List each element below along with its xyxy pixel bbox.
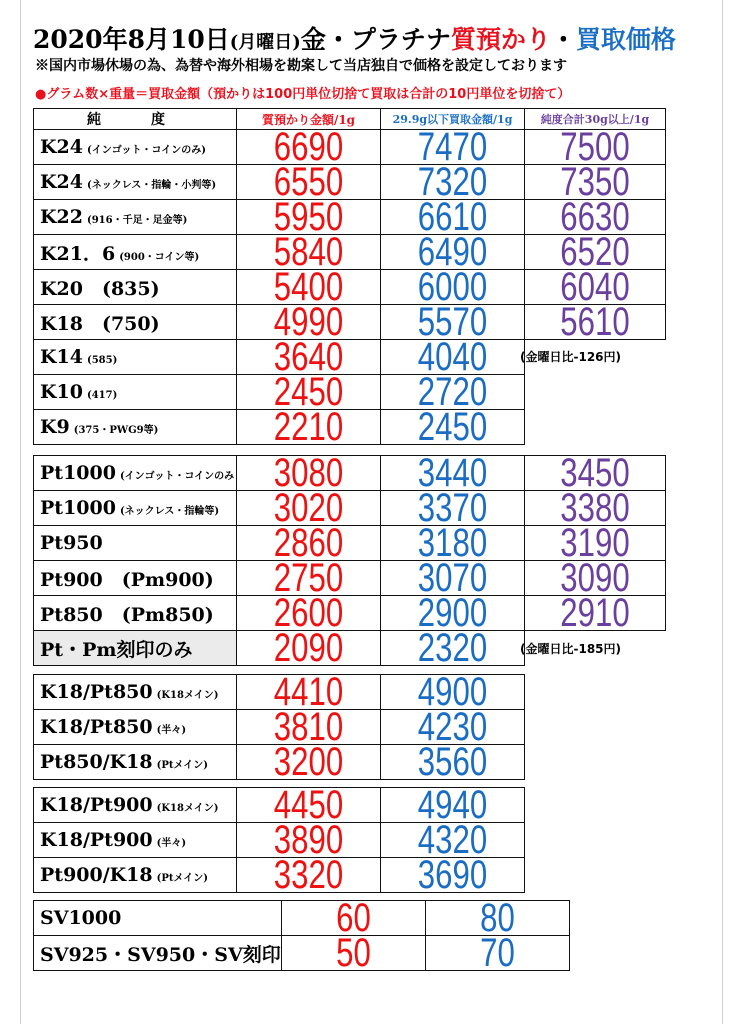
large-buy-price: 5610 xyxy=(560,304,630,340)
small-buy-price: 3560 xyxy=(417,744,488,780)
large-buy-price-cell xyxy=(525,165,666,200)
gold-change-note: (金曜日比-126円) xyxy=(520,350,621,364)
purity-note: (K18メイン) xyxy=(156,803,219,814)
purity-cell xyxy=(34,200,237,235)
purity-name: K9 xyxy=(40,416,70,438)
price-row xyxy=(34,165,666,200)
purity-note: (半々) xyxy=(156,725,187,736)
page-title xyxy=(33,20,676,56)
pawn-price: 6690 xyxy=(273,129,344,165)
price-row xyxy=(34,526,666,561)
pawn-price-cell xyxy=(237,710,381,745)
large-buy-price: 7350 xyxy=(560,164,630,200)
small-buy-price: 2450 xyxy=(417,409,488,445)
platinum-price-table xyxy=(33,455,666,666)
small-buy-price: 4940 xyxy=(417,787,488,823)
title-buy: 買取価格 xyxy=(575,25,676,54)
pawn-price: 2860 xyxy=(273,525,344,561)
header-pawn: 質預かり金額/1g xyxy=(237,109,381,130)
small-buy-price-cell xyxy=(381,375,525,410)
purity-name: K22 xyxy=(40,206,83,228)
purity-cell xyxy=(34,936,282,971)
combo900-price-table xyxy=(33,787,525,893)
price-row xyxy=(34,235,666,270)
pawn-price: 3080 xyxy=(273,455,344,491)
pawn-price-cell xyxy=(237,340,381,375)
purity-cell xyxy=(34,858,237,893)
large-buy-price-cell xyxy=(525,596,666,631)
purity-name: Pt・Pm刻印のみ xyxy=(40,638,193,661)
purity-cell xyxy=(34,305,237,340)
large-buy-price-cell xyxy=(525,270,666,305)
pawn-price: 3640 xyxy=(273,339,344,375)
small-buy-price: 4320 xyxy=(417,822,488,858)
small-buy-price-cell xyxy=(425,936,569,971)
pawn-price: 2750 xyxy=(273,560,344,596)
price-row xyxy=(34,858,525,893)
combo850-rows xyxy=(34,675,525,780)
pawn-price-cell xyxy=(237,305,381,340)
pawn-price: 2450 xyxy=(273,374,344,410)
purity-cell xyxy=(34,456,237,491)
small-buy-price: 4900 xyxy=(417,674,488,710)
pawn-price: 4450 xyxy=(273,787,344,823)
gold-rows xyxy=(34,130,666,445)
purity-name: Pt900 (Pm900) xyxy=(40,568,214,591)
small-buy-price: 5570 xyxy=(417,304,488,340)
price-row xyxy=(34,410,666,445)
purity-cell xyxy=(34,130,237,165)
pawn-price-cell xyxy=(281,901,425,936)
small-buy-price-cell xyxy=(381,823,525,858)
pawn-price-cell xyxy=(281,936,425,971)
small-buy-price: 4040 xyxy=(417,339,488,375)
purity-note: (Ptメイン) xyxy=(156,873,209,884)
silver-rows xyxy=(34,901,570,971)
small-buy-price-cell xyxy=(381,561,525,596)
purity-name: Pt1000 xyxy=(40,462,116,484)
header-small: 29.9g以下買取金額/1g xyxy=(381,109,525,130)
pawn-price-cell xyxy=(237,745,381,780)
price-row xyxy=(34,675,525,710)
purity-name: SV925・SV950・SV刻印 xyxy=(40,943,281,966)
purity-name: Pt850/K18 xyxy=(40,751,153,773)
small-buy-price: 3070 xyxy=(417,560,488,596)
sheet-right-edge xyxy=(722,0,723,1024)
pawn-price-cell xyxy=(237,456,381,491)
small-buy-price: 3690 xyxy=(417,857,488,893)
pawn-price-cell xyxy=(237,823,381,858)
small-buy-price-cell xyxy=(381,410,525,445)
purity-name: K14 xyxy=(40,346,83,368)
large-buy-price-cell xyxy=(525,410,666,445)
price-row xyxy=(34,901,570,936)
purity-name: K21．6 xyxy=(40,242,116,265)
pawn-price: 2600 xyxy=(273,595,344,631)
purity-note: (ネックレス・指輪・小判等) xyxy=(86,180,217,191)
pawn-price: 5840 xyxy=(273,234,344,270)
combo900-rows xyxy=(34,788,525,893)
pawn-price-cell xyxy=(237,788,381,823)
small-buy-price: 6000 xyxy=(417,269,488,305)
purity-cell xyxy=(34,675,237,710)
price-row xyxy=(34,305,666,340)
purity-note: (半々) xyxy=(156,838,187,849)
large-buy-price-cell xyxy=(525,491,666,526)
pawn-price: 3020 xyxy=(273,490,344,526)
large-buy-price: 6040 xyxy=(560,269,630,305)
large-buy-price-cell xyxy=(525,561,666,596)
large-buy-price-cell xyxy=(525,130,666,165)
pawn-price: 4410 xyxy=(273,674,344,710)
small-buy-price-cell xyxy=(381,130,525,165)
large-buy-price: 6520 xyxy=(560,234,630,270)
pawn-price: 5950 xyxy=(273,199,344,235)
sheet-left-edge xyxy=(20,0,21,1024)
price-row xyxy=(34,456,666,491)
purity-name: Pt900/K18 xyxy=(40,864,153,886)
pawn-price: 3810 xyxy=(273,709,344,745)
purity-cell xyxy=(34,235,237,270)
purity-cell xyxy=(34,710,237,745)
pawn-price-cell xyxy=(237,270,381,305)
price-row xyxy=(34,745,525,780)
purity-name: K18/Pt850 xyxy=(40,716,153,738)
purity-name: Pt1000 xyxy=(40,497,116,519)
purity-name: Pt950 xyxy=(40,532,103,554)
purity-name: K18/Pt900 xyxy=(40,829,153,851)
small-buy-price: 6610 xyxy=(417,199,488,235)
small-buy-price: 3440 xyxy=(417,455,488,491)
small-buy-price-cell xyxy=(381,235,525,270)
small-buy-price-cell xyxy=(381,456,525,491)
purity-note: (585) xyxy=(86,355,118,366)
purity-cell xyxy=(34,788,237,823)
large-buy-price: 3450 xyxy=(560,455,630,491)
large-buy-price: 3380 xyxy=(560,490,630,526)
pawn-price-cell xyxy=(237,526,381,561)
silver-price-table xyxy=(33,900,570,971)
pawn-price: 3200 xyxy=(273,744,344,780)
pawn-price-cell xyxy=(237,165,381,200)
title-date: 2020年8月10日 xyxy=(33,25,230,54)
pawn-price: 4990 xyxy=(273,304,344,340)
purity-name: K10 xyxy=(40,381,83,403)
purity-note: (インゴット・コインのみ) xyxy=(86,145,206,156)
pawn-price-cell xyxy=(237,200,381,235)
price-row xyxy=(34,596,666,631)
large-buy-price-cell xyxy=(525,375,666,410)
price-row xyxy=(34,375,666,410)
pawn-price: 3890 xyxy=(273,822,344,858)
platinum-change-note: (金曜日比-185円) xyxy=(520,642,621,656)
market-notice: ※国内市場休場の為、為替や海外相場を勘案して当店独自で価格を設定しております xyxy=(35,58,567,74)
small-buy-price: 2720 xyxy=(417,374,488,410)
pawn-price: 6550 xyxy=(273,164,344,200)
pawn-price: 3320 xyxy=(273,857,344,893)
purity-name: Pt850 (Pm850) xyxy=(40,603,214,626)
purity-note: (インゴット・コインのみ xyxy=(119,471,235,482)
price-row xyxy=(34,823,525,858)
price-formula: ●グラム数×重量＝買取金額（預かりは100円単位切捨て買取は合計の10円単位を切捨て） xyxy=(35,87,571,102)
title-pawn: 質預かり xyxy=(450,25,551,54)
pawn-price-cell xyxy=(237,375,381,410)
purity-note: (Ptメイン) xyxy=(156,760,209,771)
purity-cell xyxy=(34,901,282,936)
pawn-price-cell xyxy=(237,410,381,445)
pawn-price: 5400 xyxy=(273,269,344,305)
small-buy-price-cell xyxy=(381,165,525,200)
price-row xyxy=(34,788,525,823)
title-dot: ・ xyxy=(550,25,576,54)
large-buy-price-cell xyxy=(525,305,666,340)
title-weekday: (月曜日) xyxy=(229,32,301,53)
large-buy-price-cell xyxy=(525,526,666,561)
small-buy-price: 6490 xyxy=(417,234,488,270)
pawn-price-cell xyxy=(237,675,381,710)
purity-cell xyxy=(34,526,237,561)
purity-name: K18/Pt850 xyxy=(40,681,153,703)
small-buy-price-cell xyxy=(381,596,525,631)
small-buy-price-cell xyxy=(381,340,525,375)
header-purity: 純 度 xyxy=(34,109,237,130)
large-buy-price: 3190 xyxy=(560,525,630,561)
purity-cell xyxy=(34,745,237,780)
purity-cell xyxy=(34,561,237,596)
purity-cell xyxy=(34,340,237,375)
small-buy-price-cell xyxy=(425,901,569,936)
purity-cell xyxy=(34,165,237,200)
large-buy-price: 3090 xyxy=(560,560,630,596)
price-row xyxy=(34,200,666,235)
purity-name: K24 xyxy=(40,171,83,193)
purity-name: K20 (835) xyxy=(40,277,160,300)
price-row xyxy=(34,270,666,305)
small-buy-price: 70 xyxy=(479,935,515,971)
small-buy-price: 7320 xyxy=(417,164,488,200)
small-buy-price-cell xyxy=(381,745,525,780)
purity-cell xyxy=(34,270,237,305)
small-buy-price: 3370 xyxy=(417,490,488,526)
purity-cell xyxy=(34,410,237,445)
purity-name: SV1000 xyxy=(40,907,122,929)
combo850-price-table xyxy=(33,674,525,780)
purity-cell xyxy=(34,596,237,631)
pawn-price-cell xyxy=(237,130,381,165)
small-buy-price-cell xyxy=(381,200,525,235)
price-row xyxy=(34,130,666,165)
pawn-price-cell xyxy=(237,631,381,666)
small-buy-price-cell xyxy=(381,491,525,526)
pawn-price: 2210 xyxy=(273,409,344,445)
small-buy-price: 7470 xyxy=(417,129,488,165)
small-buy-price: 3180 xyxy=(417,525,488,561)
small-buy-price-cell xyxy=(381,788,525,823)
small-buy-price-cell xyxy=(381,305,525,340)
small-buy-price: 2320 xyxy=(417,630,488,666)
pawn-price-cell xyxy=(237,561,381,596)
price-row xyxy=(34,710,525,745)
pawn-price: 50 xyxy=(335,935,371,971)
purity-note: (417) xyxy=(86,390,118,401)
header-large: 純度合計30g以上/1g xyxy=(525,109,666,130)
large-buy-price-cell xyxy=(525,200,666,235)
purity-name: K24 xyxy=(40,136,83,158)
price-row xyxy=(34,936,570,971)
gold-price-table xyxy=(33,108,666,445)
pawn-price-cell xyxy=(237,235,381,270)
small-buy-price-cell xyxy=(381,710,525,745)
small-buy-price: 2900 xyxy=(417,595,488,631)
purity-note: (375・PWG9等) xyxy=(73,425,159,436)
price-row xyxy=(34,561,666,596)
large-buy-price: 7500 xyxy=(560,129,630,165)
purity-name: K18 (750) xyxy=(40,312,160,335)
pawn-price: 2090 xyxy=(273,630,344,666)
platinum-rows xyxy=(34,456,666,666)
table-header-row xyxy=(34,109,666,130)
pawn-price-cell xyxy=(237,858,381,893)
small-buy-price: 80 xyxy=(479,900,515,936)
large-buy-price: 2910 xyxy=(560,595,630,631)
pawn-price: 60 xyxy=(335,900,371,936)
pawn-price-cell xyxy=(237,596,381,631)
large-buy-price-cell xyxy=(525,456,666,491)
purity-cell xyxy=(34,631,237,666)
purity-note: (ネックレス・指輪等) xyxy=(119,506,220,517)
large-buy-price: 6630 xyxy=(560,199,630,235)
purity-name: K18/Pt900 xyxy=(40,794,153,816)
large-buy-price-cell xyxy=(525,235,666,270)
small-buy-price-cell xyxy=(381,631,525,666)
purity-note: (K18メイン) xyxy=(156,690,219,701)
small-buy-price: 4230 xyxy=(417,709,488,745)
purity-note: (900・コイン等) xyxy=(119,251,200,263)
small-buy-price-cell xyxy=(381,858,525,893)
title-metal: 金・プラチナ xyxy=(300,25,451,54)
price-row xyxy=(34,491,666,526)
small-buy-price-cell xyxy=(381,675,525,710)
small-buy-price-cell xyxy=(381,526,525,561)
pawn-price-cell xyxy=(237,491,381,526)
purity-cell xyxy=(34,491,237,526)
small-buy-price-cell xyxy=(381,270,525,305)
purity-cell xyxy=(34,823,237,858)
purity-note: (916・千足・足金等) xyxy=(86,215,188,226)
purity-cell xyxy=(34,375,237,410)
